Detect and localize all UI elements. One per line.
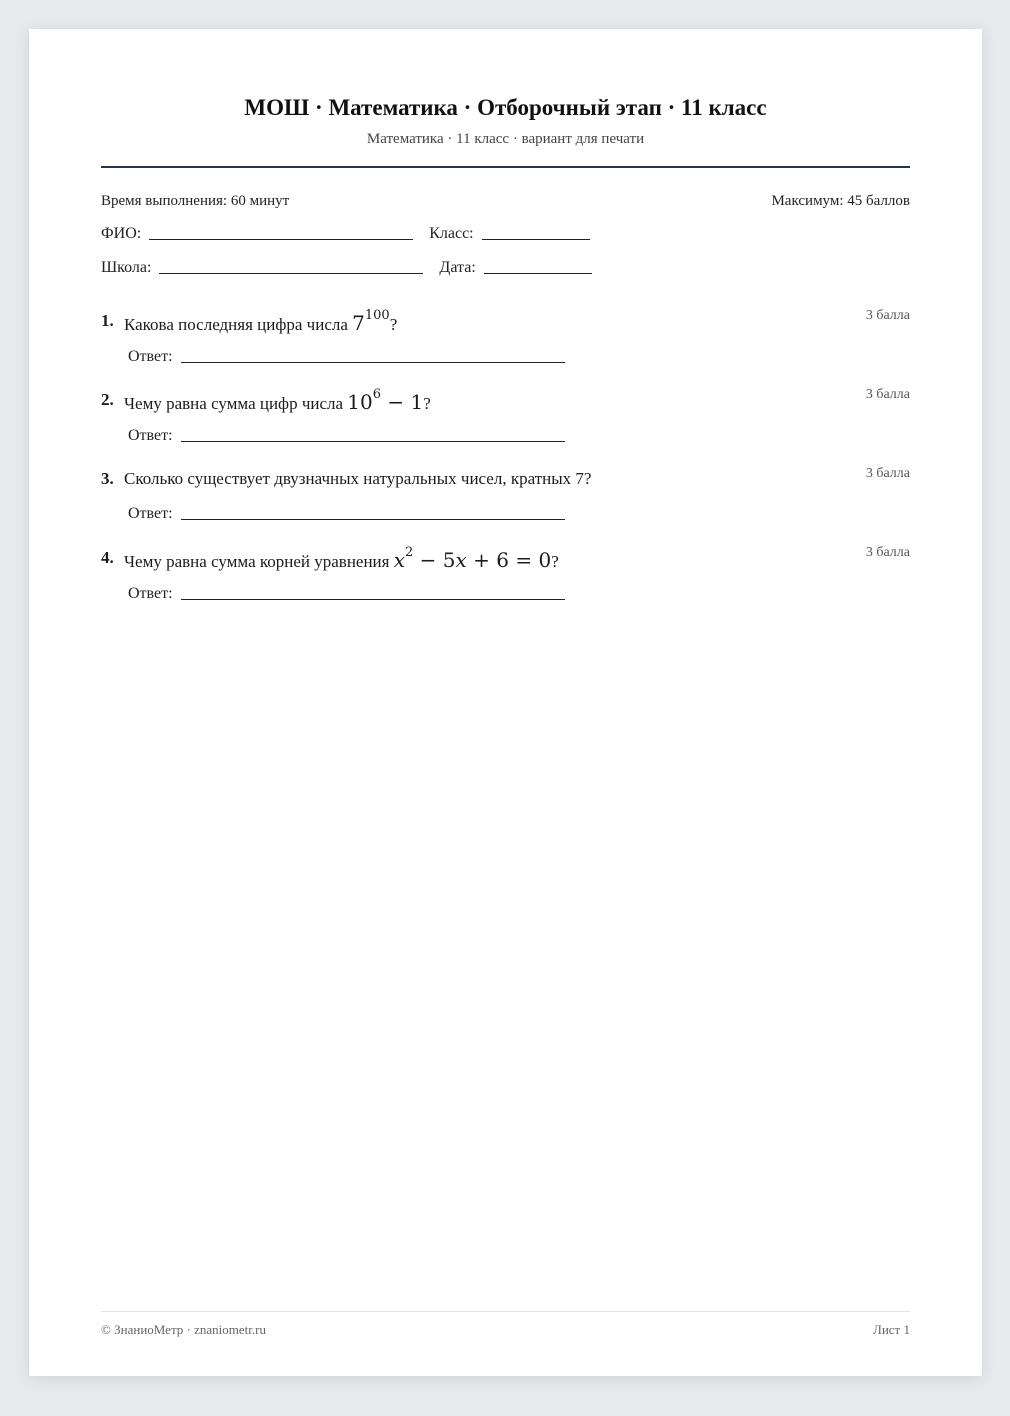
question-points: 3 балла [865,308,910,323]
question-points: 3 балла [865,387,910,402]
name-label: ФИО: [101,225,142,242]
name-class-row [101,225,590,243]
question-number: 4. [101,548,114,567]
question-points: 3 балла [865,466,910,481]
question-points: 3 балла [865,545,910,560]
class-field[interactable] [482,225,590,240]
answer-field-2[interactable] [181,427,565,442]
footer-divider [101,1311,910,1312]
page-footer [101,1322,910,1338]
date-label: Дата: [439,259,476,276]
school-date-row [101,259,592,277]
school-field[interactable] [159,259,423,274]
answer-label: Ответ: [128,505,173,522]
question-number: 1. [101,311,114,330]
question-text: Сколько существует двузначных натуральных чисел, кратных 7? [124,469,592,488]
school-label: Школа: [101,259,152,276]
page-title: МОШ · Математика · Отборочный этап · 11 класс [244,95,767,120]
question-text: Чему равна сумма корней уравнения $x^2 - 5x + 6 = 0$? [124,545,559,572]
footer-copyright: © ЗнаниоМетр · znaniometr.ru [101,1322,266,1337]
answer-row-4 [128,585,565,603]
question-text: Какова последняя цифра числа $7^{100}$? [124,308,398,335]
max-score: Максимум: 45 баллов [771,193,910,209]
answer-row-1 [128,348,565,366]
time-limit: Время выполнения: 60 минут [101,193,290,209]
math-expression: $7^{100}$ [352,308,390,335]
answer-field-1[interactable] [181,348,565,363]
page-subtitle: Математика · 11 класс · вариант для печати [366,131,645,147]
header-divider [101,166,910,168]
question-text: Чему равна сумма цифр числа $10^6 - 1$? [124,387,431,414]
meta-row [101,193,910,210]
date-field[interactable] [484,259,592,274]
class-label: Класс: [429,225,474,242]
answer-label: Ответ: [128,427,173,444]
question-number: 2. [101,390,114,409]
question-number: 3. [101,469,114,488]
answer-label: Ответ: [128,348,173,365]
page-number: Лист 1 [873,1322,910,1337]
answer-field-3[interactable] [181,505,565,520]
answer-field-4[interactable] [181,585,565,600]
name-field[interactable] [149,225,413,240]
answer-row-3 [128,505,565,523]
math-expression: $10^6 - 1$ [347,387,424,414]
math-expression: $x^2 - 5x + 6 = 0$ [393,545,552,572]
answer-label: Ответ: [128,585,173,602]
answer-row-2 [128,427,565,445]
worksheet-page [29,29,982,1376]
